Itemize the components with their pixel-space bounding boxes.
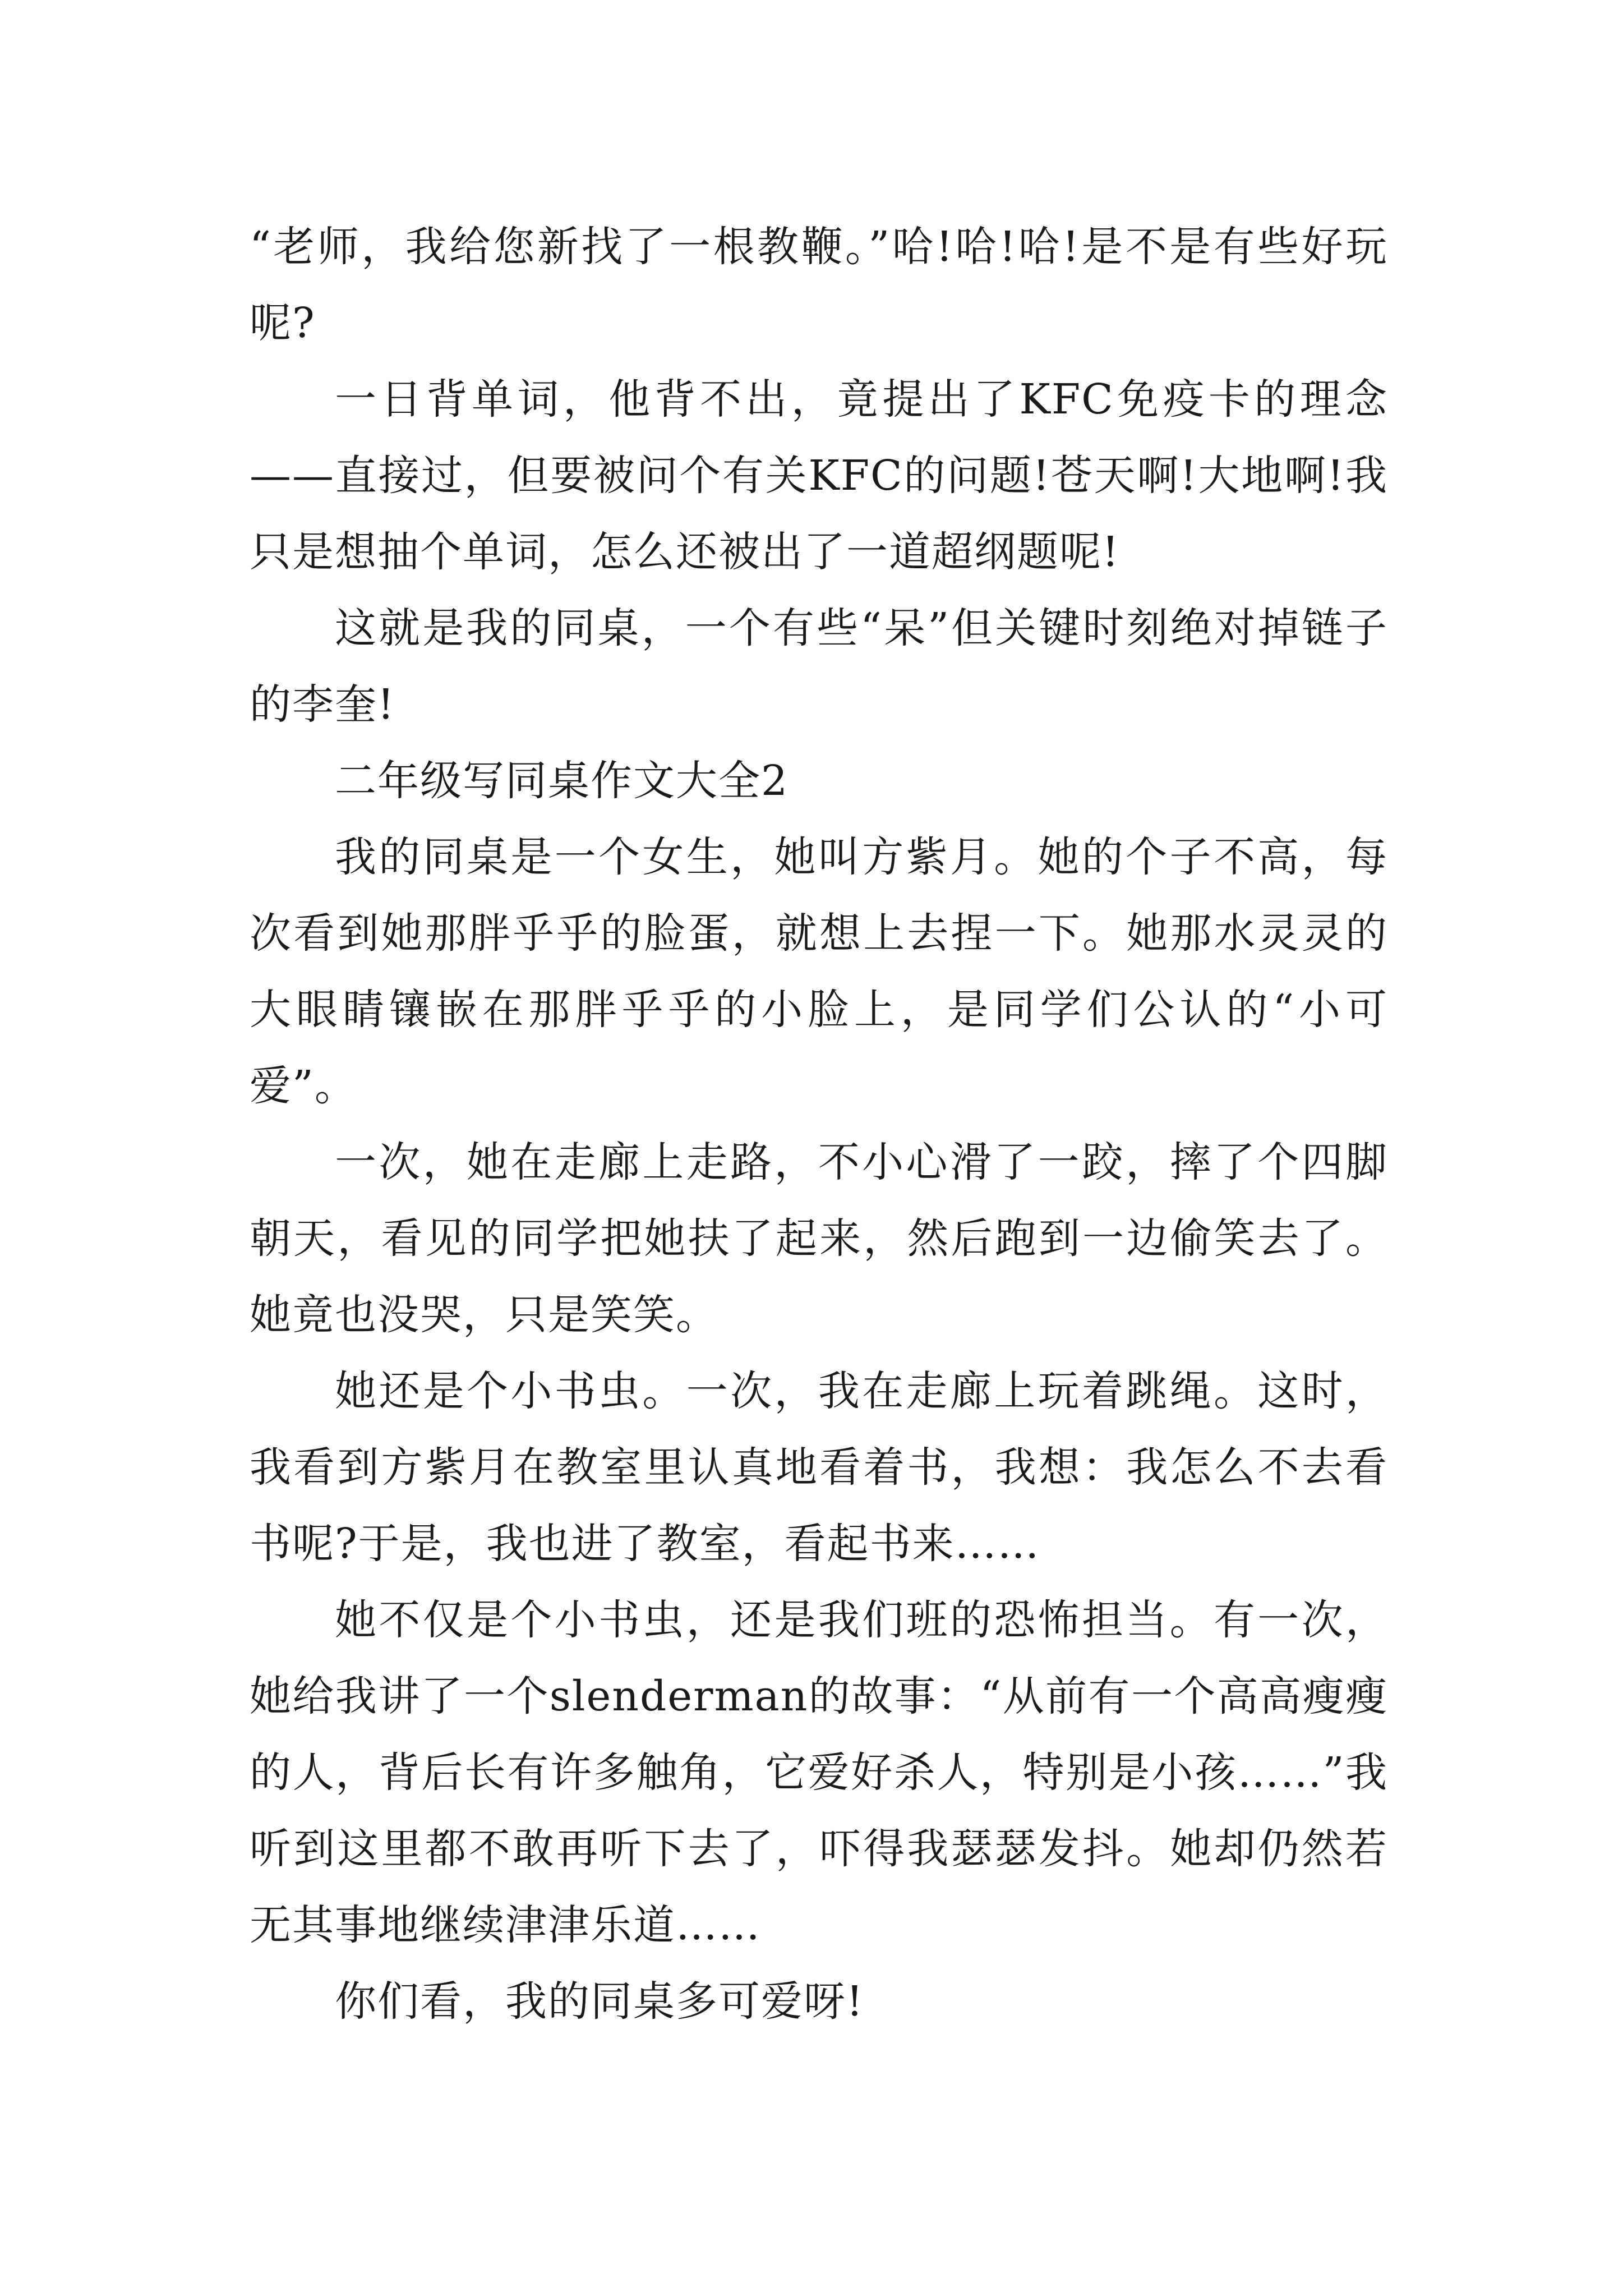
paragraph-3: 这就是我的同桌，一个有些“呆”但关键时刻绝对掉链子的李奎! — [250, 604, 1388, 729]
section-title: 二年级写同桌作文大全2 — [335, 757, 789, 805]
section-paragraph-4: 她不仅是个小书虫，还是我们班的恐怖担当。有一次，她给我讲了一个slenderman的故事：“从前有一个高高瘦瘦的人，背后长有许多触角，它爱好杀人，特别是小孩……”我听到这里都不敢再听下去了，吓得我瑟瑟发抖。她却仍然若无其事地继续津津乐道…… — [250, 1596, 1388, 1949]
document-body — [250, 209, 1388, 2040]
section-paragraph-1: 我的同桌是一个女生，她叫方紫月。她的个子不高，每次看到她那胖乎乎的脸蛋，就想上去捏一下。她那水灵灵的大眼睛镶嵌在那胖乎乎的小脸上，是同学们公认的“小可爱”。 — [250, 833, 1388, 1110]
paragraph-2: 一日背单词，他背不出，竟提出了KFC免疫卡的理念——直接过，但要被问个有关KFC的问题!苍天啊!大地啊!我只是想抽个单词，怎么还被出了一道超纲题呢! — [250, 375, 1388, 576]
section-paragraph-2: 一次，她在走廊上走路，不小心滑了一跤，摔了个四脚朝天，看见的同学把她扶了起来，然后跑到一边偷笑去了。她竟也没哭，只是笑笑。 — [250, 1138, 1388, 1339]
paragraph-1: “老师，我给您新找了一根教鞭。”哈!哈!哈!是不是有些好玩呢? — [250, 223, 1388, 347]
section-paragraph-3: 她还是个小书虫。一次，我在走廊上玩着跳绳。这时，我看到方紫月在教室里认真地看着书，我想：我怎么不去看书呢?于是，我也进了教室，看起书来…… — [250, 1367, 1388, 1568]
section-paragraph-5: 你们看，我的同桌多可爱呀! — [335, 1977, 864, 2026]
